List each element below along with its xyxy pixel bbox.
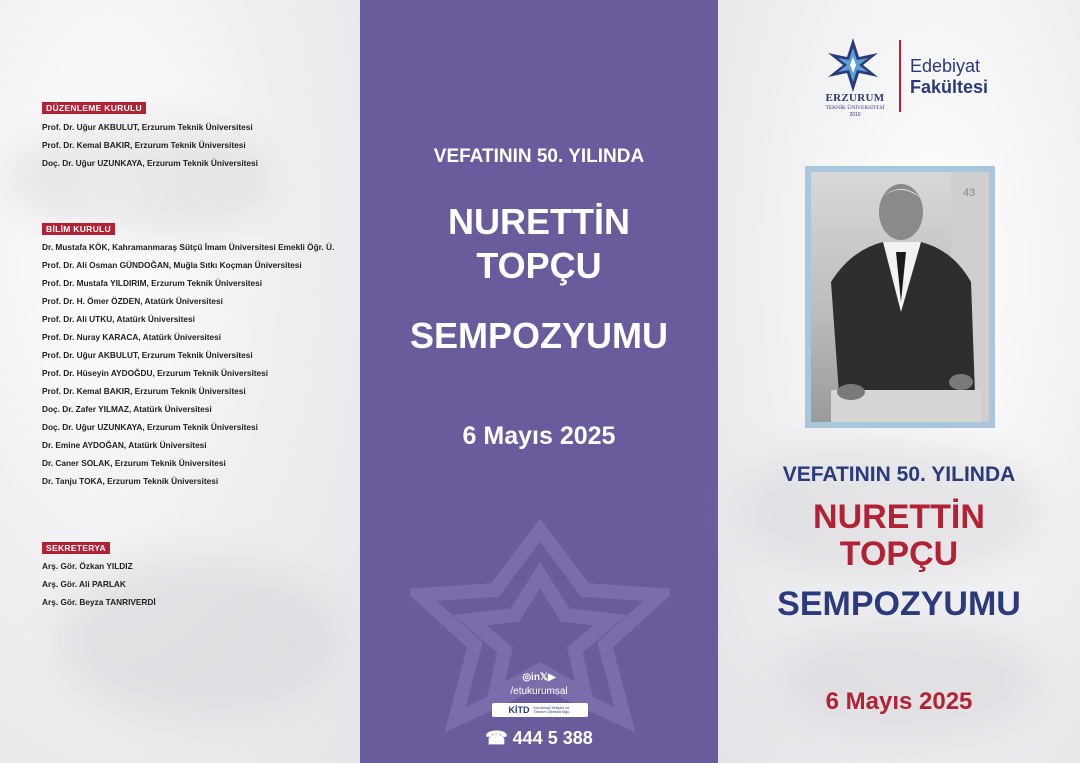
- list-item: Dr. Mustafa KÖK, Kahramanmaraş Sütçü İmam Üniversitesi Emekli Öğr. Ü.: [42, 242, 335, 252]
- science-committee-title: BİLİM KURULU: [42, 223, 115, 235]
- list-item: Dr. Tanju TOKA, Erzurum Teknik Üniversitesi: [42, 476, 219, 486]
- secretariat-title: SEKRETERYA: [42, 542, 110, 554]
- list-item: Prof. Dr. Kemal BAKIR, Erzurum Teknik Üniversitesi: [42, 140, 246, 150]
- cloud-decoration: [778, 620, 1038, 740]
- title-line-2: TOPÇU: [476, 245, 602, 286]
- list-item: Doç. Dr. Uğur UZUNKAYA, Erzurum Teknik Üniversitesi: [42, 158, 258, 168]
- subtitle: VEFATININ 50. YILINDA: [433, 146, 645, 167]
- event-date: 6 Mayıs 2025: [462, 422, 616, 450]
- organizing-committee-title: DÜZENLEME KURULU: [42, 102, 146, 114]
- logo-university-name: ERZURUM: [825, 92, 885, 104]
- social-media-icons[interactable]: ◎in𝕏▶: [522, 672, 556, 683]
- social-handle[interactable]: /etukurumsal: [510, 686, 568, 697]
- organizing-committee-list: [42, 118, 258, 172]
- logo-university-sub: TEKNİK ÜNİVERSİTESİ: [825, 105, 885, 111]
- list-item: Prof. Dr. Kemal BAKIR, Erzurum Teknik Üniversitesi: [42, 386, 246, 396]
- list-item: Dr. Emine AYDOĞAN, Atatürk Üniversitesi: [42, 440, 207, 450]
- kitd-logo: [492, 703, 588, 717]
- list-item: Prof. Dr. Uğur AKBULUT, Erzurum Teknik Üniversitesi: [42, 350, 253, 360]
- logo-divider: [899, 40, 901, 112]
- phone-number: 444 5 388: [512, 728, 593, 748]
- university-snowflake-logo-icon: [818, 36, 888, 94]
- list-item: Arş. Gör. Özkan YILDIZ: [42, 561, 133, 571]
- title-line-3: SEMPOZYUMU: [409, 315, 668, 356]
- list-item: Prof. Dr. Mustafa YILDIRIM, Erzurum Teknik Üniversitesi: [42, 278, 263, 288]
- list-item: Doç. Dr. Uğur UZUNKAYA, Erzurum Teknik Üniversitesi: [42, 422, 258, 432]
- list-item: Prof. Dr. Ali Osman GÜNDOĞAN, Muğla Sıtkı Koçman Üniversitesi: [42, 260, 302, 270]
- list-item: Arş. Gör. Beyza TANRIVERDİ: [42, 597, 156, 607]
- faculty-name-line-2: Fakültesi: [910, 77, 989, 97]
- list-item: Prof. Dr. Hüseyin AYDOĞDU, Erzurum Teknik Üniversitesi: [42, 368, 269, 378]
- list-item: Prof. Dr. Ali UTKU, Atatürk Üniversitesi: [42, 314, 195, 324]
- title-panel: [360, 0, 718, 763]
- portrait-illustration: [811, 172, 989, 422]
- cover-subtitle: VEFATININ 50. YILINDA: [782, 463, 1016, 486]
- phone-line[interactable]: [360, 728, 718, 749]
- list-item: Prof. Dr. Uğur AKBULUT, Erzurum Teknik Üniversitesi: [42, 122, 253, 132]
- cover-title-line-3: SEMPOZYUMU: [777, 585, 1021, 623]
- science-committee-list: [42, 238, 334, 490]
- cover-title-line-1: NURETTİN: [813, 498, 985, 536]
- faculty-name-line-1: Edebiyat: [910, 56, 981, 76]
- cover-date: 6 Mayıs 2025: [825, 688, 973, 715]
- list-item: Arş. Gör. Ali PARLAK: [42, 579, 126, 589]
- list-item: Dr. Caner SOLAK, Erzurum Teknik Üniversitesi: [42, 458, 226, 468]
- kitd-label: KİTD: [508, 705, 530, 715]
- list-item: Prof. Dr. Nuray KARACA, Atatürk Üniversitesi: [42, 332, 222, 342]
- list-item: Doç. Dr. Zafer YILMAZ, Atatürk Üniversitesi: [42, 404, 212, 414]
- portrait-photo: [811, 172, 989, 422]
- secretariat-list: [42, 557, 156, 611]
- logo-year: 2010: [849, 112, 861, 118]
- phone-icon: ☎: [485, 728, 508, 748]
- photo-number: 43: [963, 187, 976, 199]
- cover-title-line-2: TOPÇU: [839, 535, 959, 573]
- kitd-small-text: Kurumsal İletişim ve Tanıtım Direktörlüğü: [533, 705, 570, 714]
- committees-panel: [0, 0, 360, 763]
- list-item: Prof. Dr. H. Ömer ÖZDEN, Atatürk Üniversitesi: [42, 296, 223, 306]
- star-pattern-icon: [410, 520, 670, 760]
- title-line-1: NURETTİN: [448, 201, 630, 242]
